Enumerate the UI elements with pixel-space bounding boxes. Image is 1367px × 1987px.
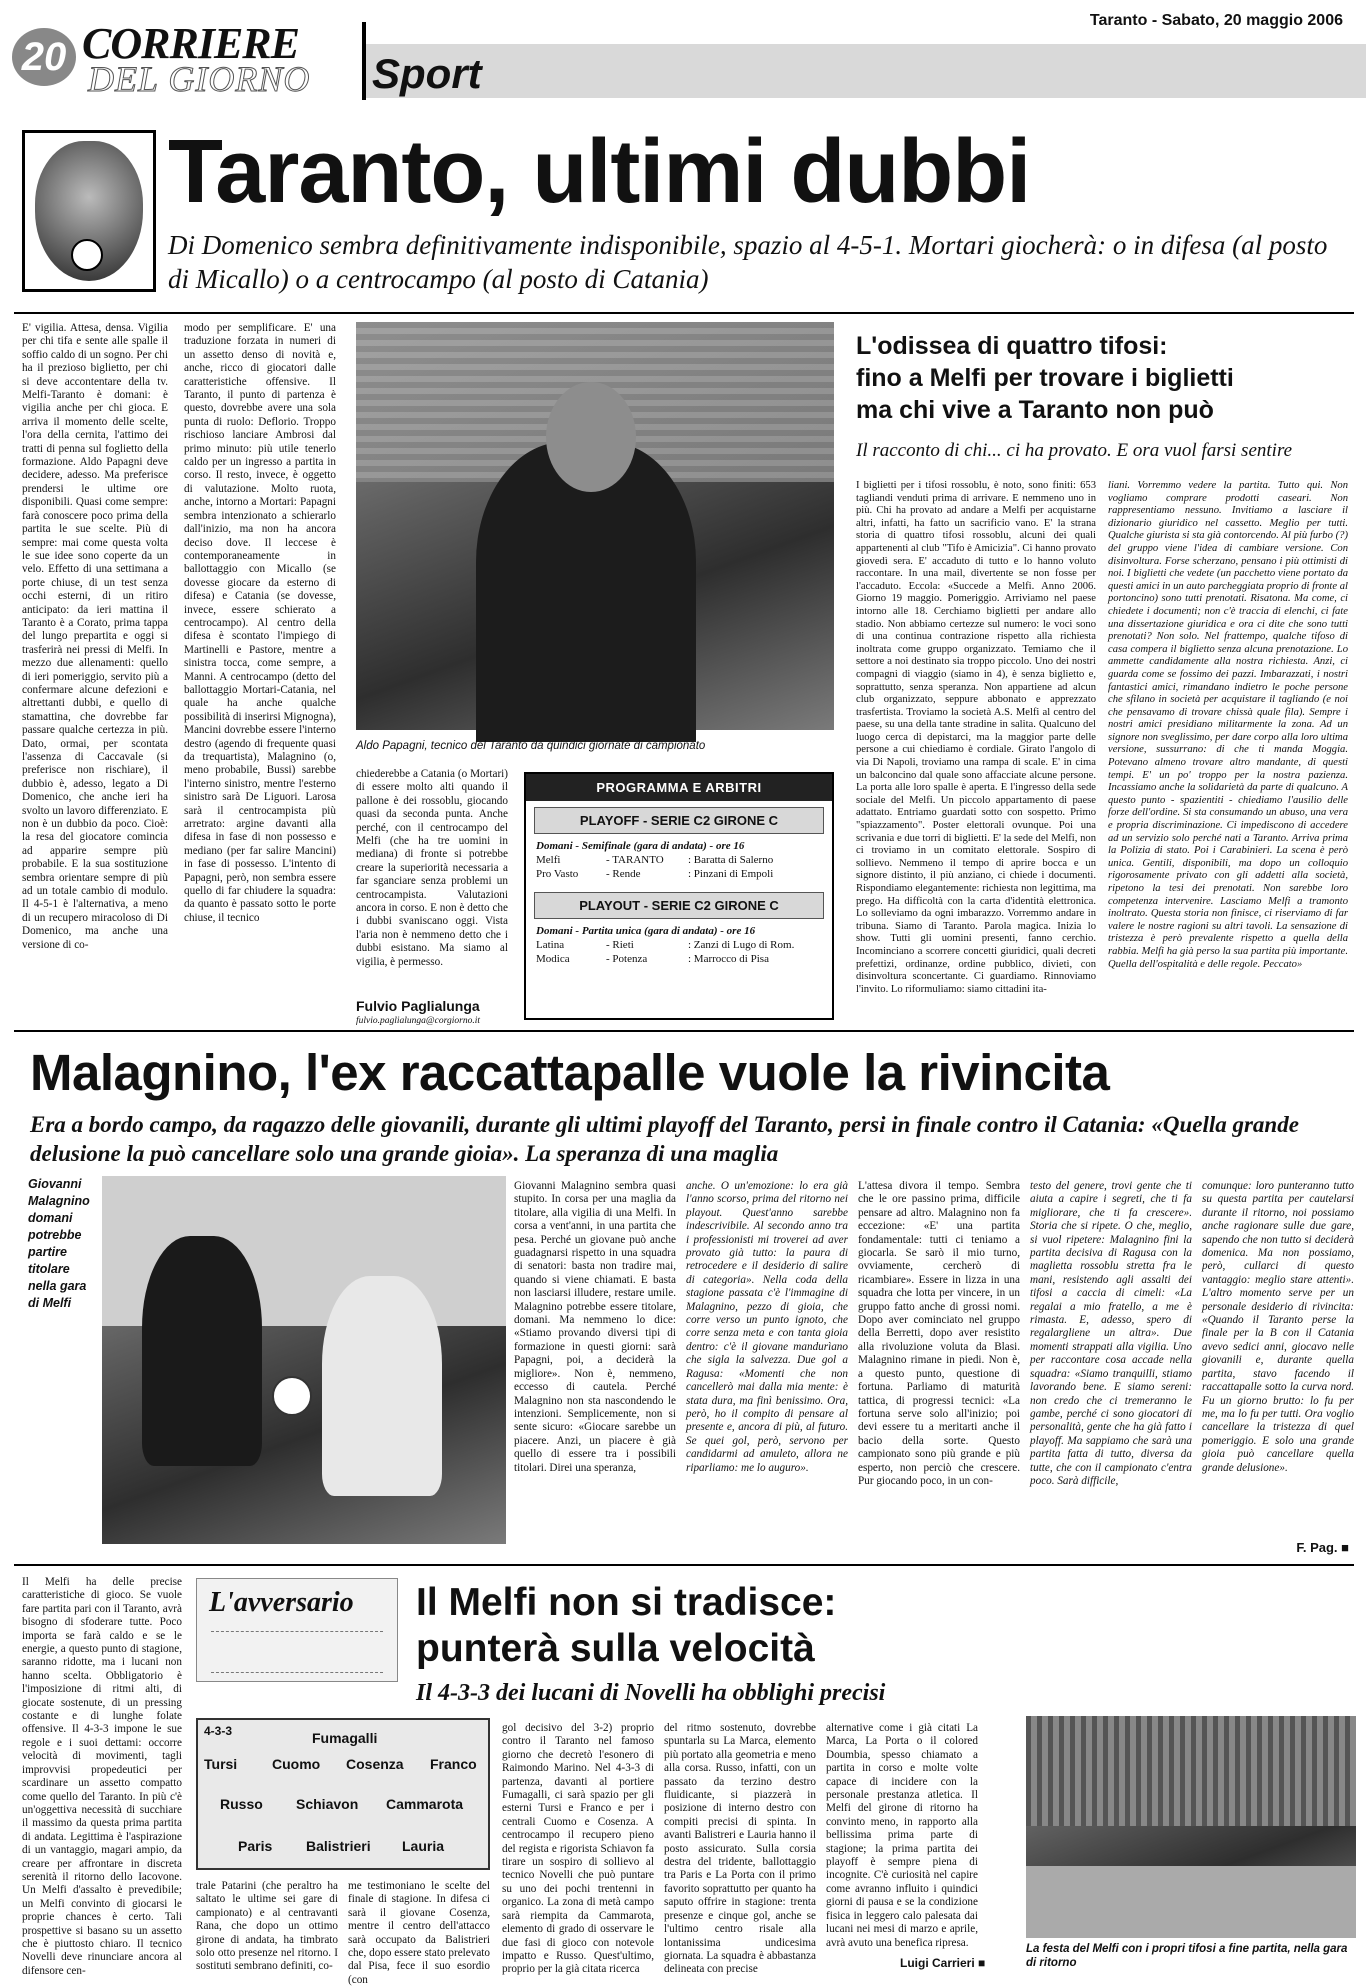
article2-headline-line2: fino a Melfi per trovare i biglietti [856, 364, 1234, 392]
match-ref: : Pinzani di Empoli [688, 868, 774, 880]
article4-subhead: Il 4-3-3 dei lucani di Novelli ha obblighi precisi [416, 1680, 886, 1706]
formation-label: 4-3-3 [204, 1724, 233, 1738]
playout-day [536, 925, 822, 937]
avversario-kicker-text: L'avversario [209, 1587, 354, 1618]
match-away: - TARANTO [606, 854, 664, 866]
article1-col2: modo per semplificare. E' una traduzione forzata in numeri di un assetto denso di novità e, anche, ricco di giocatori dalle caratteristiche offensive. Il Taranto, il punto di partenza è questo, dovrebbe avere una sola punta di ruolo: Deflorio. Troppo rischioso lanciare Ambrosi dal primo minuto: più utile tenerlo caldo per un ingresso a partita in corso. Il resto, invece, è oggetto di valutazione. Molto ruota, anche, intorno a Mortari: Papagni sembra intenzionato a schierarlo dall'inizio, ma non ha ancora deciso dove. Il leccese è contemporaneamente in ballottaggio con Micallo (se dovesse giocare da esterno di difesa) e Catania (se dovesse, invece, essere schierato a centrocampo). Al centro della difesa è scontato l'impiego di Martinelli e Pastore, mentre a sinistra tocca, come sempre, a Manni. A centrocampo (detto del ballottaggio Mortari-Catania, nel quale ha anche qualche possibilità di inserirsi Mignogna), Mancini dovrebbe essere l'interno destro (agendo di frequente quasi da trequartista), Malagnino (o, meno probabile, Bussi) sarebbe l'interno sinistro, mentre l'esterno sinistro sarà De Liguori. Larosa sarà il centrocampista più arretrato: argine davanti alla difesa in fase di non possesso e mediano (per far salire Mancini) in fase di possesso. L'intento di Papagni, però, non sembra essere quello di far chiudere la squadra: da quanto è passato sotto le porte chiuse, il tecnico [184, 322, 336, 924]
article4-headline-line2: punterà sulla velocità [416, 1627, 815, 1670]
rule [14, 312, 1354, 314]
masthead [0, 0, 1367, 104]
match-home: Melfi [536, 854, 561, 866]
dateline: Taranto - Sabato, 20 maggio 2006 [1089, 12, 1343, 29]
masthead-bar [366, 44, 1366, 98]
diagram-icon [211, 1631, 383, 1673]
article3-byline-text: F. Pag. [1296, 1540, 1338, 1555]
article4-col-e: alternative come i già citati La Marca, La Porta o il colored Doumbia, spesso chiamato a partita in corso e molte volte capace di incidere con la personale prestanza atletica. Il Melfi del girone di ritorno ha convinto meno, in rapporto alla bellissima prima parte di stagione; la prima partita dei playoff è sempre piena di incognite. C'è curiosità nel capire come avranno influito i quindici giorni di pausa e se la condizione fisica in leggero calo palesata dai lucani nei mesi di marzo e aprile, avrà avuto una benefica ripresa. [826, 1722, 978, 1949]
article1-col1: E' vigilia. Attesa, densa. Vigilia per chi tifa e sente alle spalle il soffio caldo di un sogno. Per chi ha il prezioso biglietto, per chi si deve accontentare della tv. Melfi-Taranto è domani: è vigilia anche per chi gioca. E arriva il momento delle scelte, l'ora della cernita, l'attimo dei tratti di penna sul foglietto della formazione. Aldo Papagni deve decidere, adesso. Ma preferisce prendersi le ultime ore disponibili. Quasi come sempre: farà conoscere poco prima della partita le sue scelte. Più di sempre: mai come questa volta le sue idee sono coperte da un velo. Effetto di una settimana a porte chiuse, di un test senza occhi esterni, di un ritiro anticipato: da ieri mattina il Taranto è a Corato, prima tappa del lungo prepartita e oggi si trasferirà nei pressi di Melfi. In mezzo due allenamenti: quello di ieri pomeriggio, servito più a confermare alcune defezioni e altrettanti dubbi, e quello di stamattina, che dovrebbe far passare qualche certezza in più. Dato, ormai, per scontata l'assenza di Caccavale (si preferisce non rischiare), il dubbio è, adesso, legato a Di Domenico, che anche ieri ha svolto un lavoro differenziato. E non è un dubbio da poco. Cioè: la resa del giocatore comincia ad apparire sempre più probabile. E la sua sostituzione sembra orientare sempre di più ad un totale cambio di modulo. Il 4-5-1 è l'alternativa, a meno di un recupero miracoloso di Di Domenico, ma anche una versione di co- [22, 322, 168, 951]
malagnino-photo [102, 1176, 506, 1544]
player-att: Balistrieri [306, 1838, 371, 1854]
papagni-caption: Aldo Papagni, tecnico del Taranto da quindici giornate di campionato [356, 740, 706, 752]
article1-email: fulvio.paglialunga@corgiorno.it [356, 1016, 480, 1026]
paper-name-2: DEL GIORNO [88, 59, 311, 99]
match-row [536, 868, 822, 880]
article2-subhead: Il racconto di chi... ci ha provato. E ora vuol farsi sentire [856, 440, 1293, 461]
crest-icon [35, 141, 143, 281]
papagni-photo [356, 322, 834, 730]
article3-col5: comunque: loro punteranno tutto su questa partita per cautelarsi durante il ritorno, noi possiamo anche ragionare sulle due gare, sapendo che non tutto si deciderà domenica. Ma non possiamo, però, cullarci di questo vantaggio: meglio stare attenti». L'altro momento serve per un personale desiderio di rivincita: «Quando il Taranto perse la finale per la B con il Catania avevo sedici anni, giocavo nelle giovanili e, durante quella partita, stavo facendo il raccattapalle sotto la curva nord. Fu un giorno brutto: lo fu per me, ma lo fu per tutti. Ora voglio cancellare la tristezza di quel pomeriggio. E solo una grande gioia può cancellare quella grande delusione». [1202, 1180, 1354, 1474]
player-att: Paris [238, 1838, 273, 1854]
article1-col3: chiederebbe a Catania (o Mortari) di essere molto alti quando il pallone è dei rossoblu, giocando quasi da seconda punta. Anche perché, con il centrocampo del Melfi (che ha tre uomini in mediana) di fronte si potrebbe creare la superiorità necessaria a far sganciare senza problemi un centrocampista. Valutazioni ancora in corso. E non è detto che i dubbi svaniscano oggi. Vista l'aria non è nemmeno detto che i dubbi esistano. Ma siamo al vigilia, è permesso. [356, 768, 508, 968]
taranto-logo [22, 130, 156, 292]
match-home: Pro Vasto [536, 868, 579, 880]
article2-col1: I biglietti per i tifosi rossoblu, è noto, sono finiti: 653 tagliandi venduti prima di arrivare. E nemmeno uno in più. Chi ha provato ad andare a Melfi per acquistarne altri, infatti, ha fatto un sacrificio vano. E' la strana storia di quattro tifosi rossoblu, alcuni dei quali appartenenti al club "Tifo è Amicizia". Ci hanno provato giovedì sera. E' accaduto di tutto e lo hanno voluto raccontare. In una mail, divertente se non fosse per l'accaduto. Eccola: «Succede a Melfi. Anno 2006. Giorno 19 maggio. Pomeriggio. Arriviamo nel paese intorno alle 18. Cerchiamo biglietti per andare allo stadio. Non abbiamo certezze sul numero: le voci sono di una continua contrazione rispetto alla richiesta inoltrata come gruppo organizzato. Temiamo che il settore a noi destinato sia troppo piccolo. Uno dei nostri compagni di viaggio (siamo in 4), è senza biglietto e, soprattutto, senza speranza. Non appartiene ad alcun club organizzato, seppure abbonato e apprezzato trasfertista. Troviamo la società A.S. Melfi al centro del paese, su una della tante stradine in salita. Qualcuno del luogo cerca di depistarci, ma la maggior parte delle persone a cui chiediamo è cordiale. Girato l'angolo di via Di Napoli, troviamo una rampa di scale. E' in cima un balconcino dal quale sono affacciate alcune persone. La porta alle loro spalle è aperta. E l'ingresso della sede sociale del Melfi. Un piccolo appartamento di paese adattato. Entriamo guardati sotto con sospetto. Primo "spiazzamento". Poster elettorali ovunque. Poi una scrivania e due torri di biglietti. E' la sede del Melfi, non ci troviamo in un comitato elettorale. Sospiro di sollievo. Nemmeno il tempo di aprire bocca e un signore distinto, il più anziano, ci chiede i documenti. Rispondiamo elegantemente: richiesta non legittima, ma prego. Ha difficoltà con la carta d'identità elettronica. Lo solleviamo da ogni imbarazzo. Vorremmo andare in tribuna. Siamo di Taranto. Parola magica. Inizia lo show. Tutti gli uomini presenti, fanno cerchio. Incominciano a scorrere concetti giuridici, quali decreti prefettizi, ordinanze, ordine pubblico, divieti, con disinvoltura sconcertante. Ci guardiamo. Rinnoviamo l'invito. Lo riformuliamo: siamo cittadini ita- [856, 480, 1096, 995]
player-mid: Cammarota [386, 1796, 464, 1812]
article3-byline: F. Pag. ■ [1296, 1540, 1349, 1555]
page-number: 20 [12, 28, 76, 86]
match-ref: : Marrocco di Pisa [688, 953, 769, 965]
player-mid: Russo [220, 1796, 263, 1812]
avversario-kicker [196, 1578, 398, 1682]
playout-title: PLAYOUT - SERIE C2 GIRONE C [534, 892, 824, 919]
article2-headline-line1: L'odissea di quattro tifosi: [856, 332, 1168, 360]
article4-col-a: trale Patarini (che peraltro ha saltato le ultime sei gare di campionato) e al centravanti Rana, che dopo un ottimo girone di andata, ha timbrato solo otto presenze nel ritorno. I sostituti sembrano definiti, co- [196, 1880, 338, 1973]
player-att: Lauria [402, 1838, 445, 1854]
rule [14, 1564, 1354, 1566]
programma-title: PROGRAMMA E ARBITRI [526, 774, 832, 801]
article4-col-c: gol decisivo del 3-2) proprio contro il Taranto nel famoso giorno che decretò l'esonero di Raimondo Marino. Nel 4-3-3 di partenza, davanti al portiere Fumagalli, ci sarà spazio per gli esterni Tursi e Franco e per i centrali Cuomo e Cosenza. A centrocampo il recupero pieno del regista e rigorista Schiavon fa tirare un sospiro di sollievo al tecnico Novelli che può puntare su uno dei pochi trentenni in organico. La zona di metà campo sarà riempita da Cammarota, elemento di grado di osservare le due fasi di gioco con notevole impatto e Russo. Quest'ultimo, proprio per la già citata ricerca [502, 1722, 654, 1976]
player-mid: Schiavon [296, 1796, 359, 1812]
playoff-day-text: Domani - Semifinale (gara di andata) - ore 16 [536, 840, 745, 852]
rule [14, 1030, 1354, 1032]
article4-col-b: me testimoniano le scelte del finale di stagione. In difesa ci sarà il giovane Cosenza, mentre il centro dell'attacco sarà occupato da Balistrieri che, dopo essere stato prelevato dal Pisa, fece il suo esordio (con [348, 1880, 490, 1986]
match-away: - Potenza [606, 953, 648, 965]
malagnino-caption: Giovanni Malagnino domani potrebbe partire titolare nella gara di Melfi [28, 1177, 90, 1310]
melfi-caption: La festa del Melfi con i propri tifosi a fine partita, nella gara di ritorno [1026, 1943, 1348, 1969]
article4-col-d: del ritmo sostenuto, dovrebbe spuntarla su La Marca, elemento più portato alla geometria e meno alla corsa. Russo, infatti, con un passato da terzino destro fluidicante, si piazzerà in posizione di interno destro con compiti precisi di spinta. In avanti Balistreri e Lauria hanno il posto assicurato. Sulla corsia destra del tridente, ballottaggio tra Paris e La Porta con il primo favorito soprattutto per quanto ha saputo offrire in stagione: trenta presenze e cinque gol, anche se l'ultimo centro risale alla lontanissima undicesima giornata. La squadra è abbastanza delineata con precise [664, 1722, 816, 1976]
article1-byline: Fulvio Paglialunga [356, 998, 480, 1014]
paper-name-1: CORRIERE [82, 19, 299, 68]
article1-headline: Taranto, ultimi dubbi [168, 122, 1031, 222]
player-def: Cuomo [272, 1756, 321, 1772]
formation-diagram [196, 1718, 490, 1870]
match-home: Modica [536, 953, 570, 965]
match-row [536, 854, 822, 866]
article4-headline-line1: Il Melfi non si tradisce: [416, 1581, 837, 1624]
player-gk: Fumagalli [312, 1730, 378, 1746]
match-row [536, 953, 822, 965]
match-ref: : Zanzi di Lugo di Rom. [688, 939, 795, 951]
programma-box [524, 772, 834, 1020]
article3-col3: L'attesa divora il tempo. Sembra che le ore passino prima, difficile pensare ad altro. Malagnino non fa eccezione: «E' una partita fondamentale: tutti ci teniamo a giocarla. Se sarò il mio turno, ovviamente, cercherò di ricambiare». Essere in lizza in una squadra che lotta per vincere, in un gruppo fatto anche di grossi nomi. Dopo aver cominciato nel gruppo della Berretti, dopo aver resistito alla rivoluzione voluta da Blasi. Malagnino rimane in piedi. Non è, a questo punto, questione di fortuna. Parliamo di maturità tattica, di progressi tecnici: «La fortuna serve solo all'inizio; poi devi essere tu a meritarti anche il bacio della sorte. Questo campionato sono più grande e più esperto, non perciò che crescere. Pur giocando poco, in un con- [858, 1180, 1020, 1487]
match-away: - Rende [606, 868, 641, 880]
playout-day-text: Domani - Partita unica (gara di andata) - ore 16 [536, 925, 756, 937]
playoff-day [536, 840, 822, 852]
article1-subhead: Di Domenico sembra definitivamente indisponibile, spazio al 4-5-1. Mortari giocherà: o in difesa (al posto di Micallo) o a centrocampo (al posto di Catania) [168, 230, 1328, 294]
section-label: Sport [372, 50, 482, 97]
article3-headline: Malagnino, l'ex raccattapalle vuole la rivincita [30, 1044, 1110, 1101]
article2-headline [856, 330, 1356, 426]
article4-col-left: Il Melfi ha delle precise caratteristiche di gioco. Se vuole fare partita pari con il Taranto, avrà bisogno di sfoderare tutte. Poco importa se farà caldo e se le energie, a questo punto di stagione, saranno ridotte, ma i lucani non hanno scelta. Obbligatorio è l'imposizione di ritmi alti, di giocate sostenute, di un pressing costante e di lunghe folate offensive. Il 4-3-3 impone le sue regole e i suoi dettami: occorre velocità di movimenti, tagli improvvisi propedeutici per scardinare un assetto compatto come quello del Taranto. In più c'è un'oggettiva necessità di succhiare il massimo da questa prima partita di andata. Legittima è l'aspirazione di un vantaggio, magari ampio, da creare per affrontare in discreta serenità il ritorno dello Iacovone. Un Melfi d'assalto è prevedibile; un Melfi convinto di giocarsi le proprie chances è certo. Tali prospettive si basano su un assetto che è piuttosto chiaro. Il tecnico Novelli deve rinunciare ancora al difensore cen- [22, 1576, 182, 1977]
article3-subhead: Era a bordo campo, da ragazzo delle giovanili, durante gli ultimi playoff del Taranto, persi in finale contro il Catania: «Quella grande delusione la può cancellare solo una grande gioia». La speranza di una maglia [30, 1112, 1299, 1166]
match-row [536, 939, 822, 951]
article4-headline [416, 1580, 1356, 1672]
article3-col2: anche. O un'emozione: lo era già l'anno scorso, prima del ritorno nei playout. Quest'anno sarebbe indescrivibile. Al secondo anno tra i professionisti mi troverei ad aver provato già tutto: la paura di retrocedere e il desiderio di salire di categoria». Nella coda della stagione passata c'è l'immagine di Malagnino, pezzo di gioia, che corre verso un punto ignoto, che corre senza meta e con tanta gioia dentro: c'è il giovane mandurìano che sigla la salvezza. Due gol a Ragusa: «Momenti che non cancellerò mai dalla mia mente: è stata dura, ma finì benissimo. Ora, però, ho il compito di pensare al presente e, ancora di più, al futuro. Se quei gol, però, servono per candidarmi ad amuleto, allora ne riparliamo: me lo auguro». [686, 1180, 848, 1474]
article3-col4: testo del genere, trovi gente che ti aiuta a capire i segreti, che ti fa migliorare, che ti fa crescere». Storia che si ripete. O che, meglio, si vuol ripetere: Malagnino fini la partita decisiva di Ragusa con la maglietta rossoblu stretta fra le mani, resistendo agli assalti dei tifosi a caccia di cimeli: «La regalai a mio fratello, a me è rimasta. E, adesso, spero di regalargliene un altra». Due momenti strappati alla vigilia. Uno per raccontare cosa accade nella squadra: «Siamo tranquilli, stiamo lavorando bene. E siamo sereni: non credo che ci tremeranno le gambe, perché ci sono giocatori di personalità, gente che ha già fatto i playoff. Ma sappiamo che sarà una partita fatta di tutto, diversa da tutte, che con il campionato c'entra poco. Sarà difficile, [1030, 1180, 1192, 1487]
article4-byline: Luigi Carrieri ■ [900, 1956, 986, 1970]
article2-col2: liani. Vorremmo vedere la partita. Tutto qui. Non vogliamo comprare prodotti caseari. Non rappresentiamo nessuno. Invitiamo a lasciare il dizionario giuridico nel cassetto. Meglio per tutti. Qualche giurista si sta già contorcendo. Al più furbo (?) del gruppo viene l'idea di cambiare versione. Con disinvoltura. Forse scherzano, pensano i più ottimisti di noi. I biglietti che vedete (un pacchetto viene portato da questi amici in un auto parcheggiata proprio di fronte al portoncino) sono tutti prenotati. Risatona. Ma come, ci chiedete i documenti; non c'è traccia di elenchi, ci fate una dissertazione giuridica e ora ci dite che sono tutti prenotati? Non solo. Nel frattempo, qualche tifoso di casa compera il biglietto senza alcuna prenotazione. Lo ammette candidamente alla nostra richiesta. Anzi, ci guarda come se fossimo dei pazzi. Imbarazzati, i nostri fantastici amici, rimandano indietro le poche persone che sfilano in società per acquistare il tagliando (e noi che pensavamo di trovare chissà quale fila). Sempre i nostri amici presidiano militarmente la zona. Ad un signore non sveglissimo, per dare corpo alla loro ultima versione, sussurrano: di che ti manda Moggia. Potevano almeno trovare altro mandante, di questi tempi. E' un po' troppo per la nostra pazienza. Incassiamo anche la solidarietà da parte di qualcuno. A questo punto - spazientiti - chiediamo l'ausilio delle forze dell'ordine. Si sta consumando un abuso, una vera e propria discriminazione. Ci impediscono di accedere ad un servizio solo perché nati a Taranto. Arriva prima la Polizia di stato. Poi i Carabinieri. La scena è però unica. Gentili, disponibili, ma dopo un colloquio rigorosamente privato con gli addetti alla società, ripetono la tesi dei prenotati. Non sarebbe loro competenza intervenire. Lasciamo Melfi a tramonto inoltrato. Questa storia non finisce, ci riserviamo di far valere le nostre ragioni su altri tavoli. La sensazione di tristezza è però prevalente rispetto a quella della rabbia. Melfi ha già perso la sua partita più importante. Quella dell'ospitalità e delle regole. Peccato» [1108, 480, 1348, 970]
article3-col1: Giovanni Malagnino sembra quasi stupito. In corsa per una maglia da titolare, alla vigilia di una Melfi. In corsa a vent'anni, in una partita che pesa. Perché un giovane può anche guadagnarsi rispetto in una squadra di senatori: basta non tradire mai, quando si viene chiamati. E basta non lasciarsi illudere, restare umile. Malagnino potrebbe essere titolare, domani. Ma nemmeno lo dice: «Stiamo provando diversi tipi di formazione in questi giorni: sarà Papagni, poi, a deciderà la migliore». Non è, nemmeno, eccesso di cautela. Perché Malagnino non sta nascondendo le intenzioni. Semplicemente, non si sente sicuro: «Giocare sarebbe un piacere. Anzi, un piacere è già quello di essere tra i possibili titolari. Direi una speranza, [514, 1180, 676, 1474]
match-home: Latina [536, 939, 565, 951]
player-def: Tursi [204, 1756, 238, 1772]
player-def: Franco [430, 1756, 477, 1772]
playoff-title: PLAYOFF - SERIE C2 GIRONE C [534, 807, 824, 834]
melfi-photo [1026, 1716, 1356, 1938]
player-def: Cosenza [346, 1756, 404, 1772]
article2-headline-line3: ma chi vive a Taranto non può [856, 396, 1214, 424]
match-ref: : Baratta di Salerno [688, 854, 774, 866]
article4-byline-text: Luigi Carrieri [900, 1956, 975, 1970]
match-away: - Rieti [606, 939, 634, 951]
